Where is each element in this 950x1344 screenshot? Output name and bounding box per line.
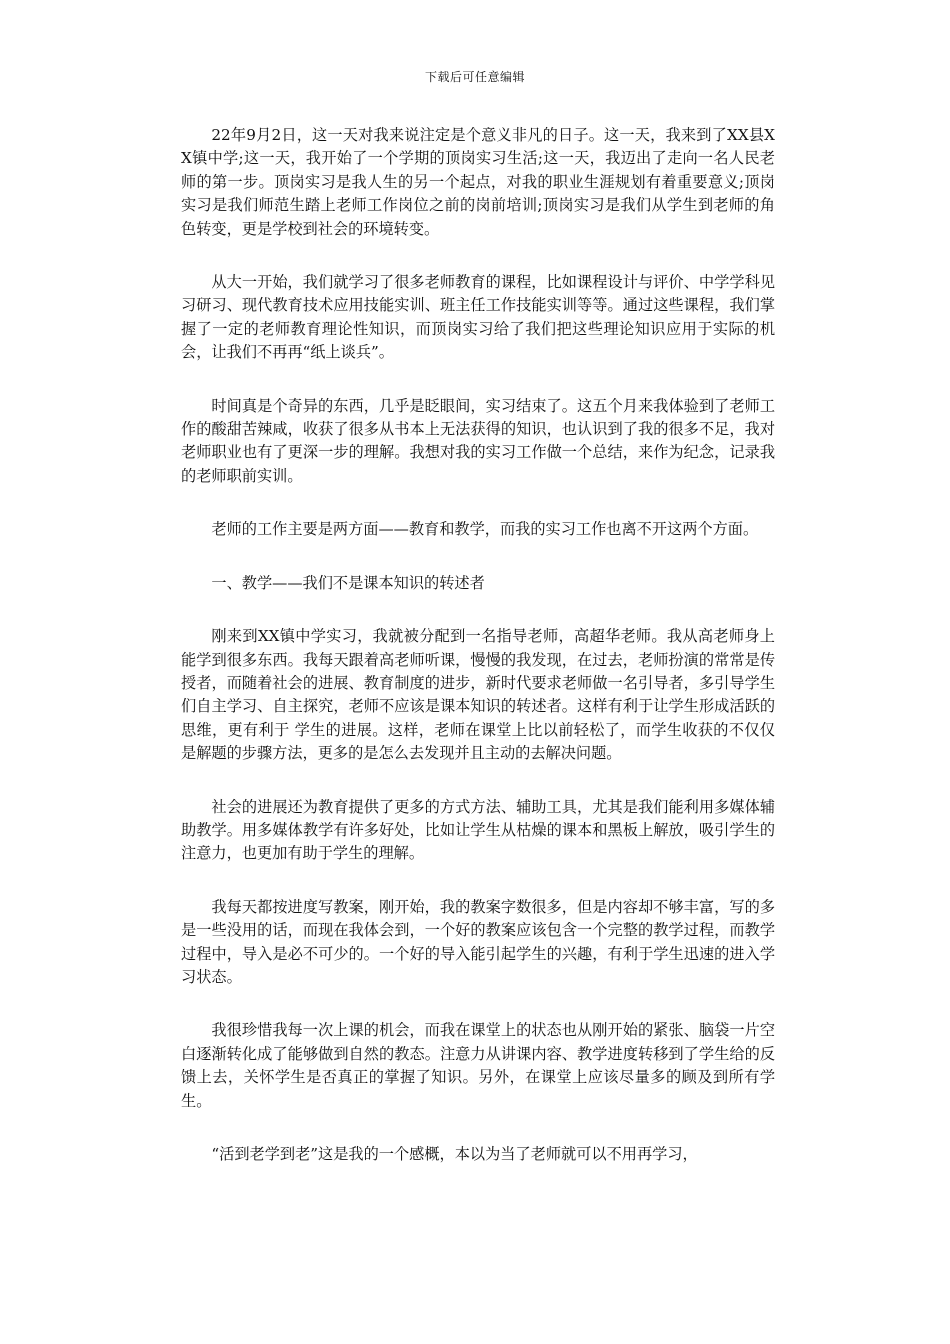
paragraph-multimedia: 社会的进展还为教育提供了更多的方式方法、辅助工具，尤其是我们能利用多媒体辅助教学。用多媒体教学有许多好处，比如让学生从枯燥的课本和黑板上解放，吸引学生的注意力，也更加有助于学生的理解。 [181,797,775,863]
paragraph-lifelong-learning: “活到老学到老”这是我的一个感概，本以为当了老师就可以不用再学习， [211,1145,698,1163]
document-body [181,124,775,1196]
paragraph-lesson-plans: 我每天都按进度写教案，刚开始，我的教案字数很多，但是内容却不够丰富，写的多是一些没用的话，而现在我体会到，一个好的教案应该包含一个完整的教学过程，而教学过程中，导入是必不可少的。一个好的导入能引起学生的兴趣，有利于学生迅速的进入学习状态。 [181,897,775,986]
paragraph-classroom: 我很珍惜我每一次上课的机会，而我在课堂上的状态也从刚开始的紧张、脑袋一片空白逐渐转化成了能够做到自然的教态。注意力从讲课内容、教学进度转移到了学生给的反馈上去，关怀学生是否真正的掌握了知识。另外，在课堂上应该尽量多的顾及到所有学生。 [181,1021,775,1110]
paragraph-two-aspects: 老师的工作主要是两方面——教育和教学，而我的实习工作也离不开这两个方面。 [211,520,759,539]
section-heading-teaching: 一、教学——我们不是课本知识的转述者 [211,573,485,592]
paragraph-courses: 从大一开始，我们就学习了很多老师教育的课程，比如课程设计与评价、中学学科见习研习、现代教育技术应用技能实训、班主任工作技能实训等等。通过这些课程，我们掌握了一定的老师教育理论性知识，而顶岗实习给了我们把这些理论知识应用于实际的机会，让我们不再再“纸上谈兵”。 [181,273,775,362]
paragraph-mentor: 刚来到XX镇中学实习，我就被分配到一名指导老师，高超华老师。我从高老师身上能学到很多东西。我每天跟着高老师听课，慢慢的我发现，在过去，老师扮演的常常是传授者，而随着社会的进展、教育制度的进步，新时代要求老师做一名引导者，多引导学生们自主学习、自主探究，老师不应该是课本知识的转述者。这样有利于让学生形成活跃的思维，更有利于 学生的进展。这样，老师在课堂上比以前轻松了，而学生收获的不仅仅是解题的步骤方法，更多的是怎么去发现并且主动的去解决问题。 [181,627,775,763]
paragraph-time: 时间真是个奇异的东西，几乎是眨眼间，实习结束了。这五个月来我体验到了老师工作的酸甜苦辣咸，收获了很多从书本上无法获得的知识，也认识到了我的很多不足，我对老师职业也有了更深一步的理解。我想对我的实习工作做一个总结，来作为纪念，记录我的老师职前实训。 [181,396,775,485]
paragraph-intro: 22年9月2日，这一天对我来说注定是个意义非凡的日子。这一天，我来到了XX县XX镇中学;这一天，我开始了一个学期的顶岗实习生活;这一天，我迈出了走向一名人民老师的第一步。顶岗实习是我人生的另一个起点，对我的职业生涯规划有着重要意义;顶岗实习是我们师范生踏上老师工作岗位之前的岗前培训;顶岗实习是我们从学生到老师的角色转变，更是学校到社会的环境转变。 [181,126,775,238]
download-note: 下载后可任意编辑 [424,70,525,84]
